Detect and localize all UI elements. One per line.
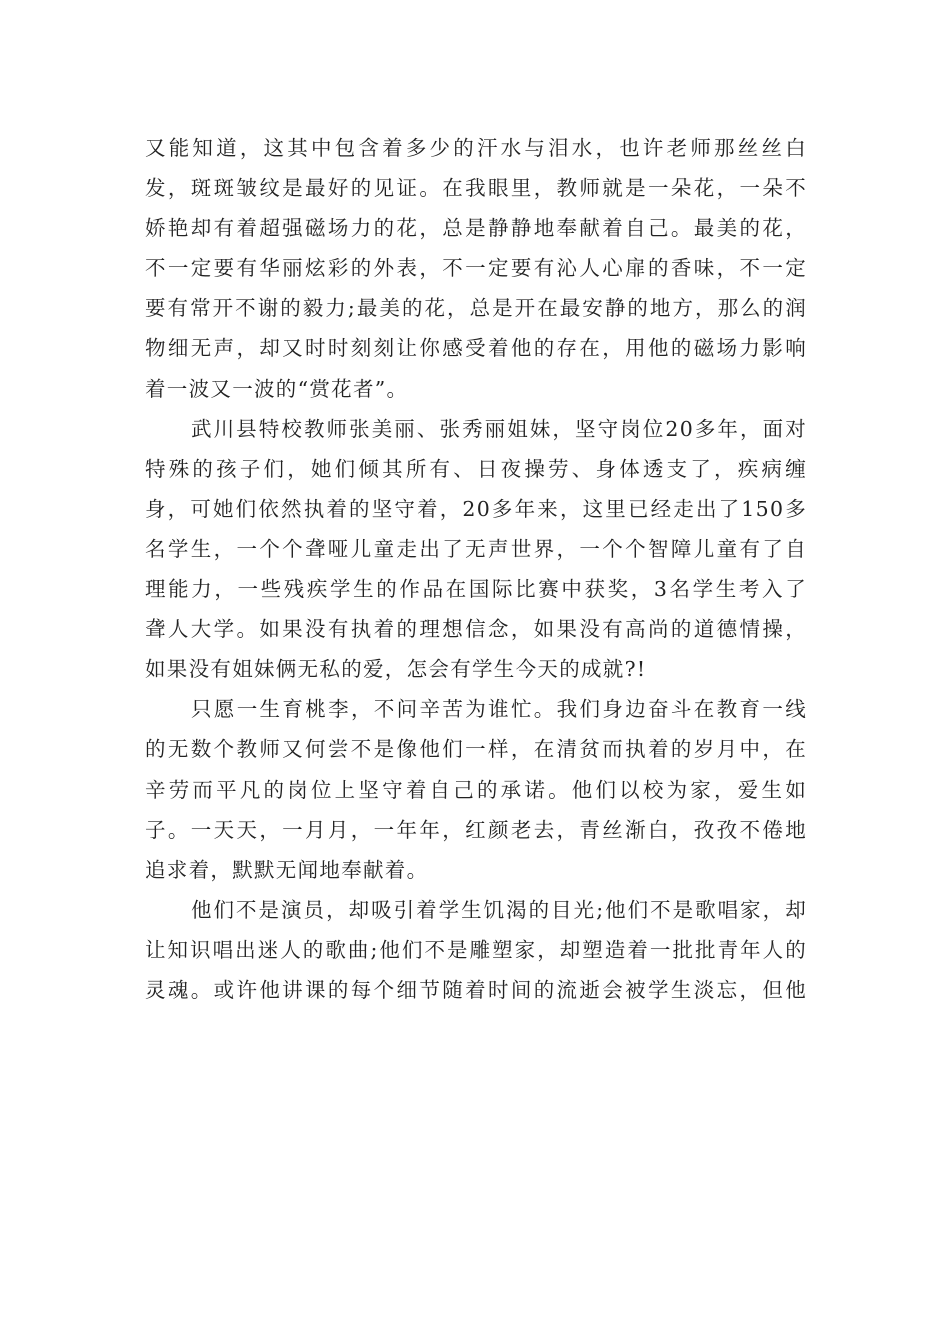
text-line: 让知识唱出迷人的歌曲;他们不是雕塑家，却塑造着一批批青年人的	[145, 937, 807, 962]
text-line: 又能知道，这其中包含着多少的汗水与泪水，也许老师那丝丝白	[145, 136, 807, 160]
text-line: 娇艳却有着超强磁场力的花，总是静静地奉献着自己。最美的花，	[145, 216, 807, 241]
text-line: 子。一天天，一月月，一年年，红颜老去，青丝渐白，孜孜不倦地	[145, 817, 807, 842]
text-line: 要有常开不谢的毅力;最美的花，总是开在最安静的地方，那么的润	[145, 296, 807, 321]
paragraph-3	[145, 689, 807, 889]
text-line: 的无数个教师又何尝不是像他们一样，在清贫而执着的岁月中，在	[145, 737, 807, 762]
document-page	[145, 128, 807, 1010]
text-line: 聋人大学。如果没有执着的理想信念，如果没有高尚的道德情操，	[145, 617, 807, 642]
text-line: 武川县特校教师张美丽、张秀丽姐妹，坚守岗位20多年，面对	[191, 416, 807, 441]
text-line: 灵魂。或许他讲课的每个细节随着时间的流逝会被学生淡忘，但他	[145, 977, 807, 1002]
text-line: 物细无声，却又时时刻刻让你感受着他的存在，用他的磁场力影响	[145, 336, 807, 361]
paragraph-1	[145, 128, 807, 409]
text-line: 理能力，一些残疾学生的作品在国际比赛中获奖，3名学生考入了	[145, 577, 807, 602]
text-line: 名学生，一个个聋哑儿童走出了无声世界，一个个智障儿童有了自	[145, 536, 807, 561]
text-line: 不一定要有华丽炫彩的外表，不一定要有沁人心扉的香味，不一定	[145, 256, 807, 281]
text-line: 追求着，默默无闻地奉献着。	[145, 857, 429, 882]
text-line: 他们不是演员，却吸引着学生饥渴的目光;他们不是歌唱家，却	[191, 897, 807, 922]
text-line: 着一波又一波的“赏花者”。	[145, 376, 409, 401]
text-line: 身，可她们依然执着的坚守着，20多年来，这里已经走出了150多	[145, 496, 807, 521]
paragraph-2	[145, 409, 807, 690]
paragraph-4	[145, 890, 807, 1010]
text-line: 辛劳而平凡的岗位上坚守着自己的承诺。他们以校为家，爱生如	[145, 777, 807, 802]
text-line: 只愿一生育桃李，不问辛苦为谁忙。我们身边奋斗在教育一线	[191, 697, 807, 722]
text-line: 如果没有姐妹俩无私的爱，怎会有学生今天的成就?!	[145, 657, 647, 682]
text-line: 发，斑斑皱纹是最好的见证。在我眼里，教师就是一朵花，一朵不	[145, 176, 807, 201]
text-line: 特殊的孩子们，她们倾其所有、日夜操劳、身体透支了，疾病缠	[145, 456, 807, 481]
